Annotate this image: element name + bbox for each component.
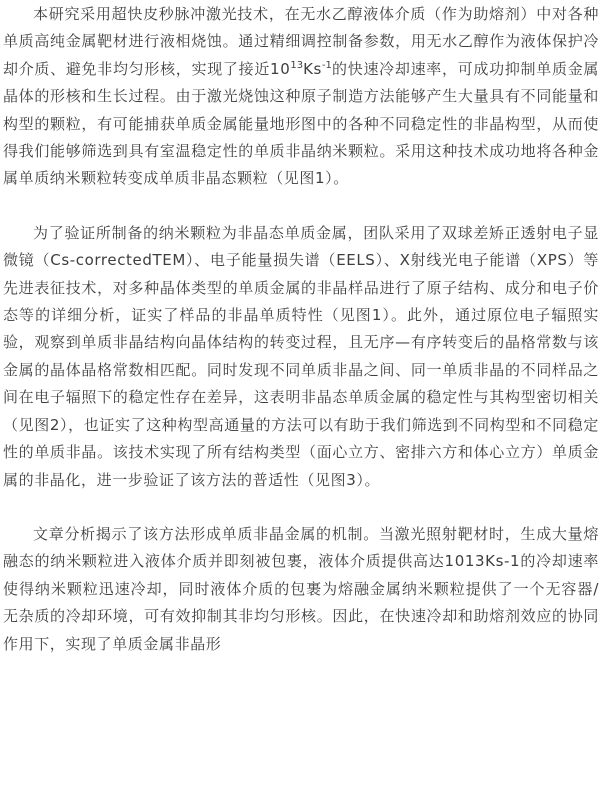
paragraph-method-text-c: 的快速冷却速率，可成功抑制单质金属晶体的形核和生长过程。由于激光烧蚀这种原子制造方法能够产生大量具有不同能量和构型的颗粒，有可能捕获单质金属能量地形图中的各种不同稳定性的非晶构型，从而使得我们能够筛选到具有室温稳定性的单质非晶纳米颗粒。采用这种技术成功地将各种金属单质纳米颗粒转变成单质非晶态颗粒（见图1）。 xyxy=(3,59,599,188)
exponent-13: 13 xyxy=(290,59,304,71)
unit-ks: Ks xyxy=(303,59,322,78)
paragraph-method-text-a: 本研究采用超快皮秒脉冲激光技术，在无水乙醇液体介质（作为助熔剂）中对各种单质高纯金属靶材进行液相烧蚀。通过精细调控制备参数，用无水乙醇作为液体保护冷却介质、避免非均匀形核，实现了接近10 xyxy=(3,5,599,78)
exponent-minus-1: -1 xyxy=(321,59,332,71)
paragraph-verification: 为了验证所制备的纳米颗粒为非晶态单质金属，团队采用了双球差矫正透射电子显微镜（Cs-correctedTEM）、电子能量损失谱（EELS）、X射线光电子能谱（XPS）等先进表征技术，对多种晶体类型的单质金属的非晶样品进行了原子结构、成分和电子价态等的详细分析，证实了样品的非晶单质特性（见图1）。此外，通过原位电子辐照实验，观察到单质非晶结构向晶体结构的转变过程，且无序—有序转变后的晶格常数与该金属的晶体晶格常数相匹配。同时发现不同单质非晶之间、同一单质非晶的不同样品之间在电子辐照下的稳定性存在差异，这表明非晶态单质金属的稳定性与其构型密切相关（见图2），也证实了这种构型高通量的方法可以有助于我们筛选到不同构型和不同稳定性的单质非晶。该技术实现了所有结构类型（面心立方、密排六方和体心立方）单质金属的非晶化，进一步验证了该方法的普适性（见图3）。 xyxy=(3,223,599,489)
paragraph-method xyxy=(3,0,599,193)
paragraph-mechanism: 文章分析揭示了该方法形成单质非晶金属的机制。当激光照射靶材时，生成大量熔融态的纳米颗粒进入液体介质并即刻被包裹，液体介质提供高达1013Ks-1的冷却速率使得纳米颗粒迅速冷却，同时液体介质的包裹为熔融金属纳米颗粒提供了一个无容器/无杂质的冷却环境，可有效抑制其非均匀形核。因此，在快速冷却和助熔剂效应的协同作用下，实现了单质金属非晶形 xyxy=(3,524,599,653)
